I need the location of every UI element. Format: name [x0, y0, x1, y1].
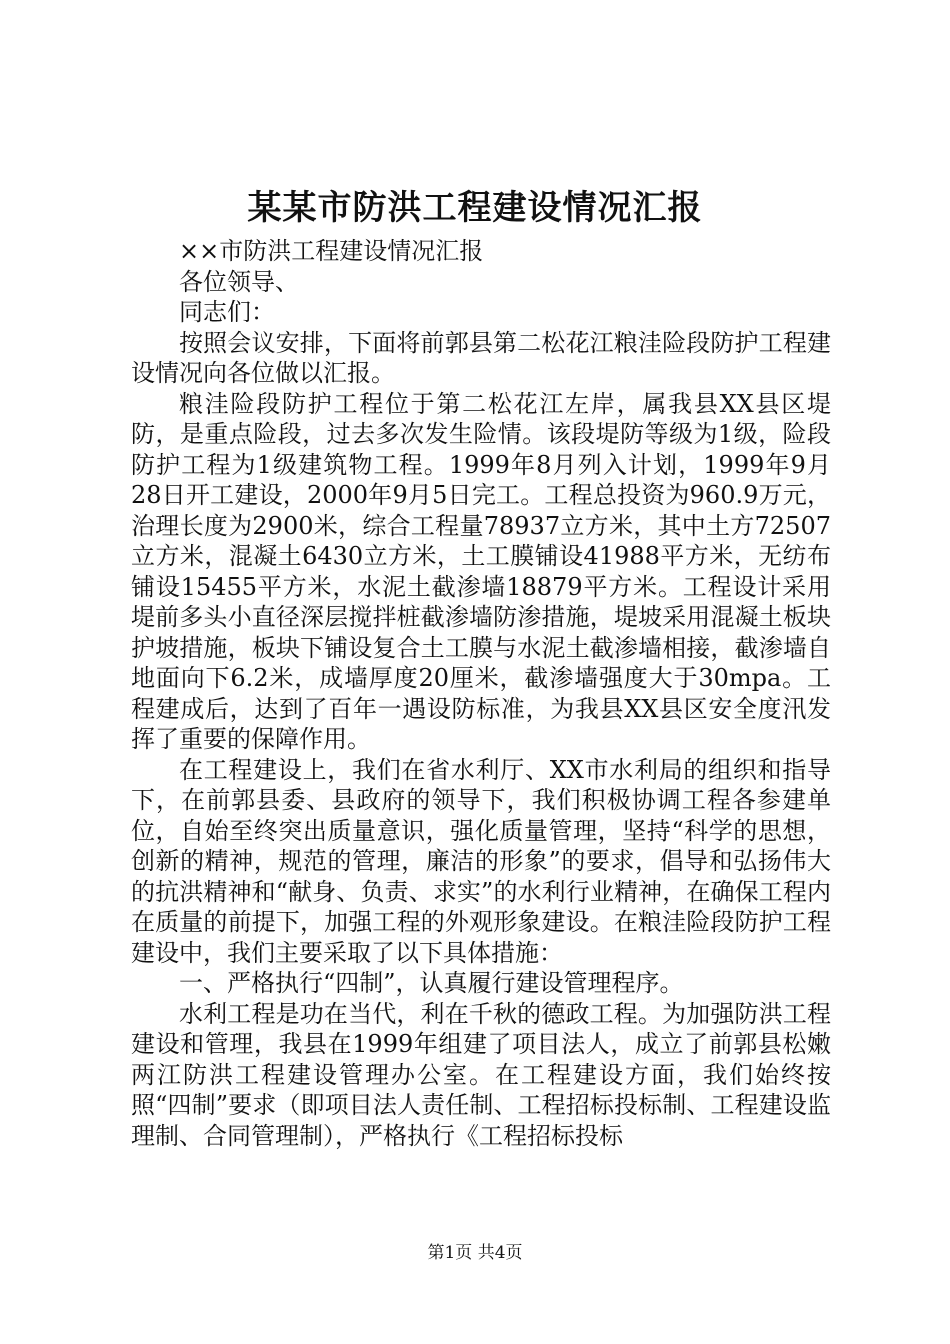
document-body — [131, 236, 831, 1151]
document-title: 某某市防洪工程建设情况汇报 — [247, 188, 703, 228]
paragraph-intro: 按照会议安排，下面将前郭县第二松花江粮洼险段防护工程建设情况向各位做以汇报。 — [131, 328, 831, 387]
paragraph-management: 水利工程是功在当代，利在千秋的德政工程。为加强防洪工程建设和管理，我县在1999年组建了项目法人，成立了前郭县松嫩两江防洪工程建设管理办公室。在工程建设方面，我们始终按照“四制”要求（即项目法人责任制、工程招标投标制、工程建设监理制、合同管理制），严格执行《工程招标投标 — [131, 999, 831, 1150]
paragraph-subtitle: ××市防洪工程建设情况汇报 — [179, 237, 484, 265]
page-footer: 第1页 共4页 — [427, 1243, 523, 1263]
paragraph-project-overview: 粮洼险段防护工程位于第二松花江左岸，属我县XX县区堤防，是重点险段，过去多次发生险情。该段堤防等级为1级，险段防护工程为1级建筑物工程。1999年8月列入计划，1999年9月28日开工建设，2000年9月5日完工。工程总投资为960.9万元，治理长度为2900米，综合工程量78937立方米，其中土方72507立方米，混凝土6430立方米，土工膜铺设41988平方米，无纺布铺设15455平方米，水泥土截渗墙18879平方米。工程设计采用堤前多头小直径深层搅拌桩截渗墙防渗措施，堤坡采用混凝土板块护坡措施，板块下铺设复合土工膜与水泥土截渗墙相接，截渗墙自地面向下6.2米，成墙厚度20厘米，截渗墙强度大于30mpa。工程建成后，达到了百年一遇设防标准，为我县XX县区安全度汛发挥了重要的保障作用。 — [131, 389, 831, 753]
paragraph-salutation-2: 同志们： — [179, 298, 275, 326]
paragraph-construction: 在工程建设上，我们在省水利厅、XX市水利局的组织和指导下，在前郭县委、县政府的领导下，我们积极协调工程各参建单位，自始至终突出质量意识，强化质量管理，坚持“科学的思想，创新的精神，规范的管理，廉洁的形象”的要求，倡导和弘扬伟大的抗洪精神和“献身、负责、求实”的水利行业精神，在确保工程内在质量的前提下，加强工程的外观形象建设。在粮洼险段防护工程建设中，我们主要采取了以下具体措施： — [131, 755, 831, 967]
paragraph-section-heading: 一、严格执行“四制”，认真履行建设管理程序。 — [179, 969, 684, 997]
paragraph-salutation-1: 各位领导、 — [179, 267, 299, 296]
